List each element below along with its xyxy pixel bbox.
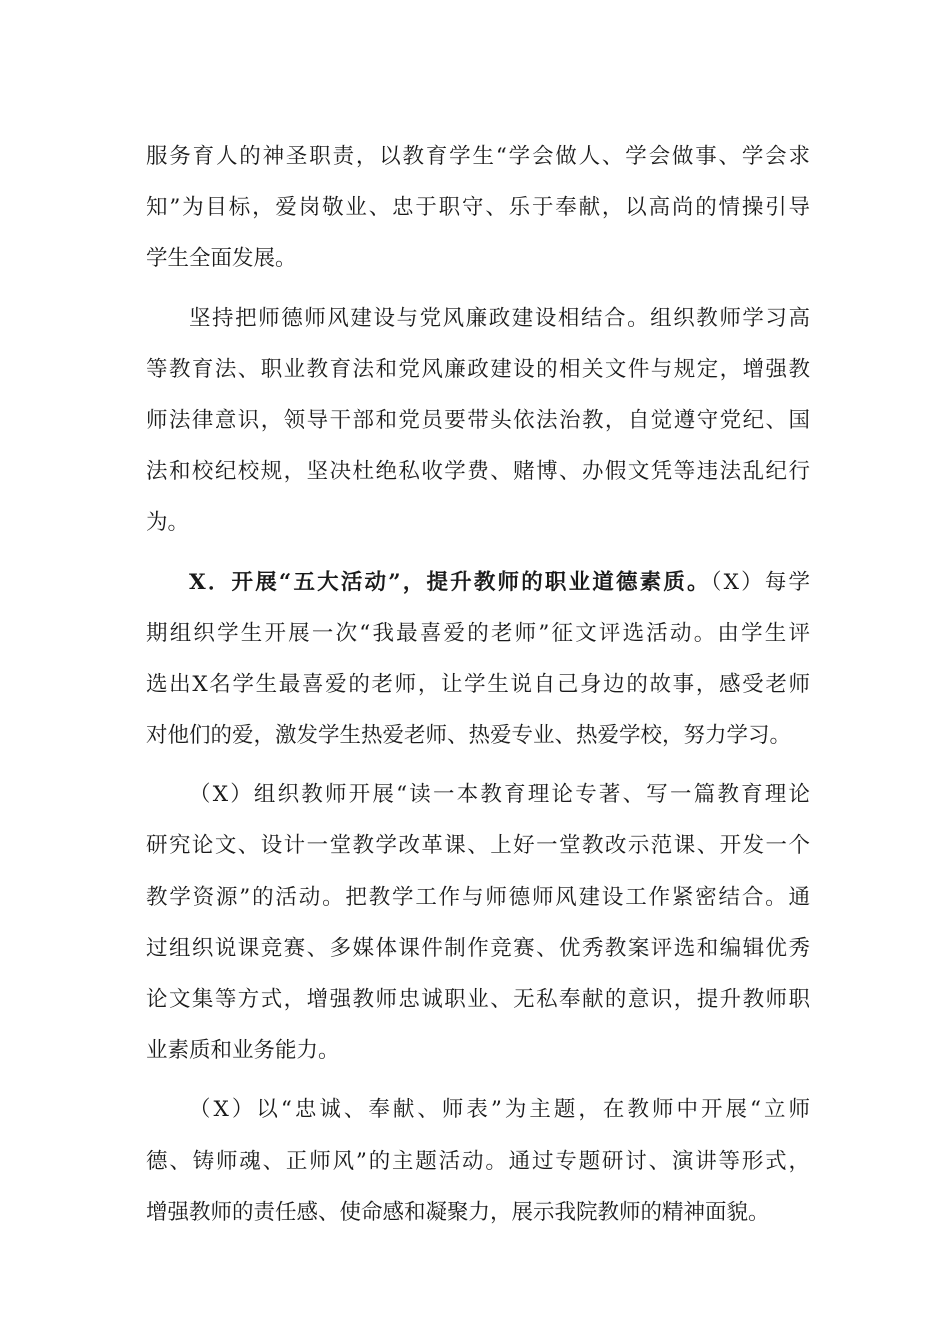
paragraph-5 <box>146 1084 810 1238</box>
paragraph-1 <box>146 131 810 285</box>
text-line: 为。 <box>146 510 190 536</box>
text-line: 教学资源”的活动。把教学工作与师德师风建设工作紧密结合。通 <box>146 884 810 910</box>
text-line: 研究论文、设计一堂教学改革课、上好一堂教改示范课、开发一个 <box>146 833 810 859</box>
text-line: （X）组织教师开展“读一本教育理论专著、写一篇教育理论 <box>189 782 810 808</box>
text-line: 对他们的爱，激发学生热爱老师、热爱专业、热爱学校，努力学习。 <box>146 723 792 749</box>
paragraph-3 <box>146 557 810 762</box>
text-line: 过组织说课竞赛、多媒体课件制作竞赛、优秀教案评选和编辑优秀 <box>146 935 810 961</box>
text-line: 德、铸师魂、正师风”的主题活动。通过专题研讨、演讲等形式， <box>146 1148 810 1174</box>
text-line: 论文集等方式，增强教师忠诚职业、无私奉献的意识，提升教师职 <box>146 987 810 1012</box>
heading-line-rest: （X）每学 <box>710 569 811 595</box>
paragraph-2 <box>146 293 810 549</box>
section-heading: X．开展“五大活动”，提升教师的职业道德素质。 <box>189 569 711 595</box>
text-line: 知”为目标，爱岗敬业、忠于职守、乐于奉献，以高尚的情操引导 <box>146 195 810 221</box>
text-line: 服务育人的神圣职责，以教育学生“学会做人、学会做事、学会求 <box>146 144 810 169</box>
document-page <box>146 131 810 1238</box>
text-line: 学生全面发展。 <box>146 246 297 272</box>
text-line: 期组织学生开展一次“我最喜爱的老师”征文评选活动。由学生评 <box>146 620 810 646</box>
text-line: （X）以“忠诚、奉献、师表”为主题，在教师中开展“立师 <box>189 1097 810 1123</box>
text-line: 等教育法、职业教育法和党风廉政建设的相关文件与规定，增强教 <box>146 356 810 382</box>
text-line: 师法律意识，领导干部和党员要带头依法治教，自觉遵守党纪、国 <box>146 407 810 433</box>
text-line: 业素质和业务能力。 <box>146 1038 340 1064</box>
text-line: 增强教师的责任感、使命感和凝聚力，展示我院教师的精神面貌。 <box>146 1199 770 1225</box>
text-line: 法和校纪校规，坚决杜绝私收学费、赌博、办假文凭等违法乱纪行 <box>146 459 810 485</box>
text-line: 选出X名学生最喜爱的老师，让学生说自己身边的故事，感受老师 <box>146 671 810 697</box>
paragraph-4 <box>146 769 810 1076</box>
text-line: 坚持把师德师风建设与党风廉政建设相结合。组织教师学习高 <box>189 305 810 331</box>
text-line <box>146 557 810 608</box>
